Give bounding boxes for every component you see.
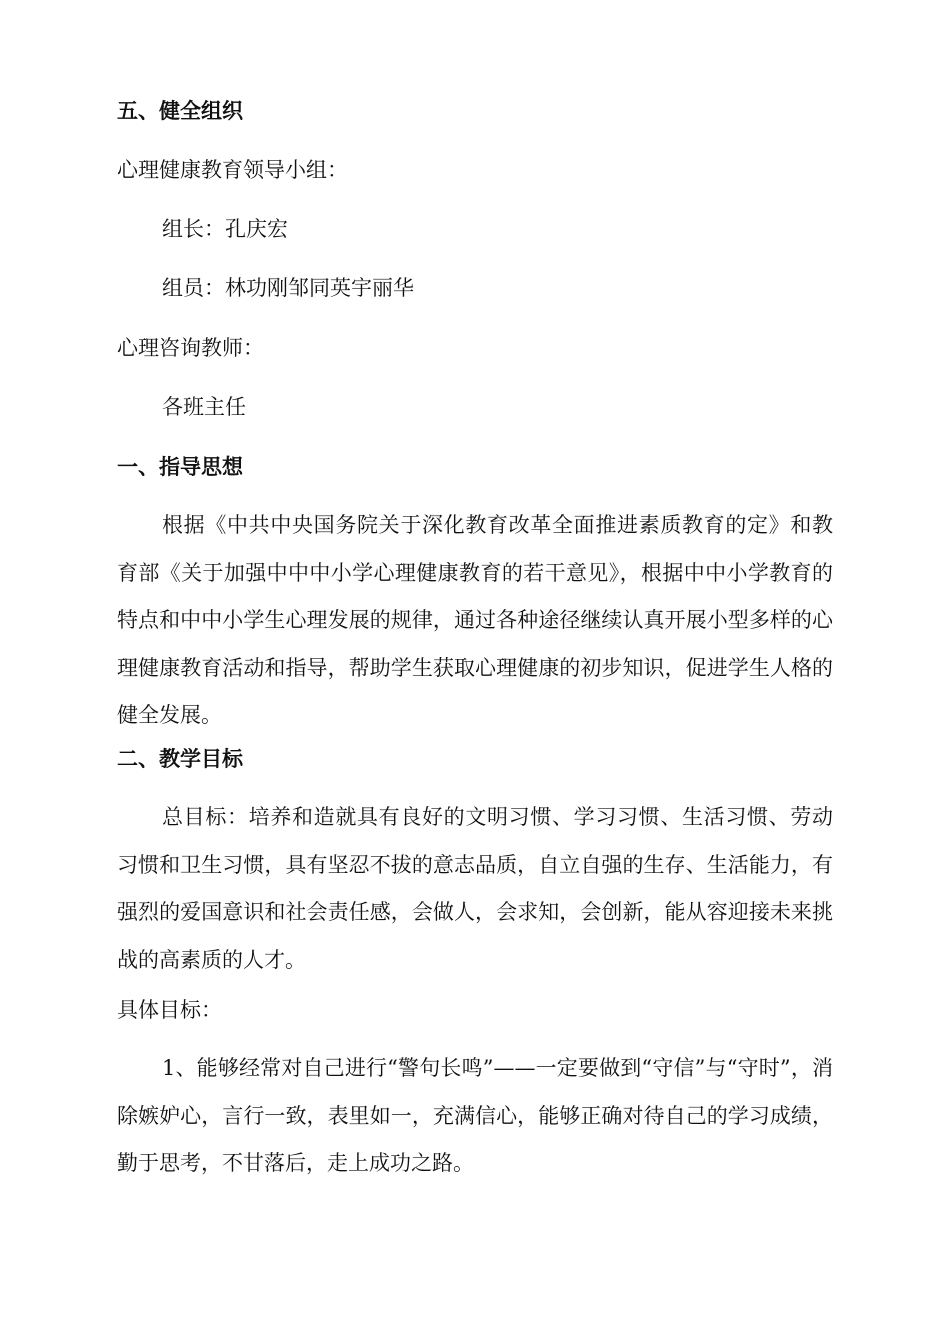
leading-group-label: 心理健康教育领导小组：	[117, 158, 348, 182]
overall-goal-paragraph: 总目标：培养和造就具有良好的文明习惯、学习习惯、生活习惯、劳动习惯和卫生习惯，具有坚忍不拔的意志品质，自立自强的生存、生活能力，有强烈的爱国意识和社会责任感，会做人，会求知，会创新，能从容迎接未来挑战的高素质的人才。	[117, 805, 833, 972]
counselor-label: 心理咨询教师：	[117, 336, 264, 360]
specific-goal-1-paragraph: 1、能够经常对自己进行“警句长鸣”——一定要做到“守信”与“守时”，消除嫉妒心，言行一致，表里如一，充满信心，能够正确对待自己的学习成绩，勤于思考，不甘落后，走上成功之路。	[117, 1056, 833, 1175]
section-heading-guiding: 一、指导思想	[117, 454, 243, 479]
leader-line: 组长：孔庆宏	[162, 217, 288, 241]
members-line: 组员：林功刚邹同英宇丽华	[162, 276, 414, 300]
section-heading-organization: 五、健全组织	[117, 98, 243, 123]
guiding-paragraph: 根据《中共中央国务院关于深化教育改革全面推进素质教育的定》和教育部《关于加强中中中小学心理健康教育的若干意见》，根据中中小学教育的特点和中中小学生心理发展的规律，通过各种途径继续认真开展小型多样的心理健康教育活动和指导，帮助学生获取心理健康的初步知识，促进学生人格的健全发展。	[117, 513, 833, 727]
section-heading-goals: 二、教学目标	[117, 746, 243, 771]
counselor-value: 各班主任	[162, 395, 246, 419]
specific-goals-label: 具体目标：	[117, 998, 222, 1022]
